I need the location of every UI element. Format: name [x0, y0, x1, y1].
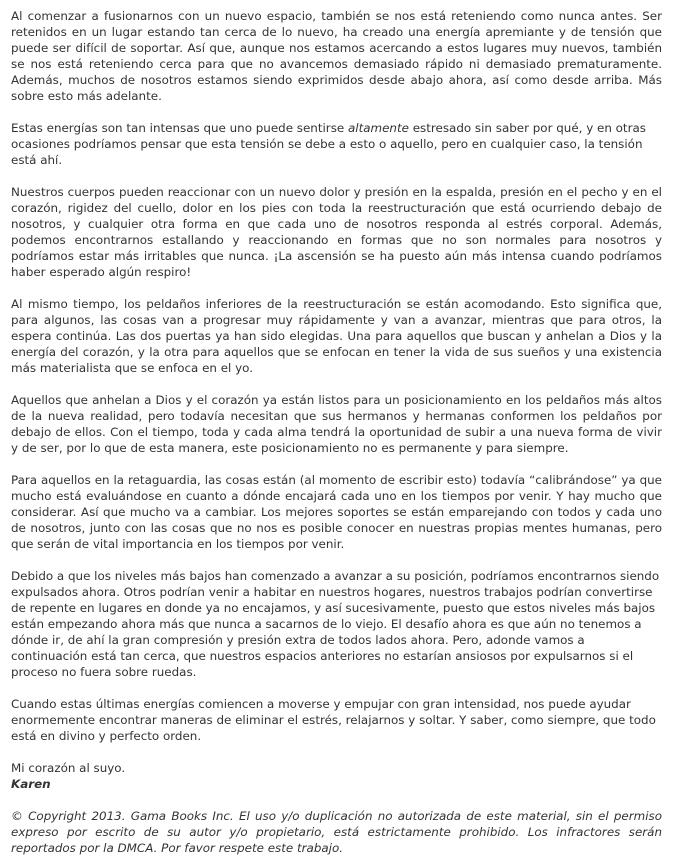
paragraph-6: Para aquellos en la retaguardia, las cosas están (al momento de escribir esto) todavía “calibrándose” ya que mucho está evaluándose en cuanto a dónde encajará cada uno en los tiempos por venir. Y hay mucho que considerar. Así que mucho va a cambiar. Los mejores soportes se están emparejando con todos y cada uno de nosotros, junto con las cosas que no nos es posible conocer en nuestras propias mentes humanas, pero que serán de vital importancia en los tiempos por venir.	[11, 473, 662, 551]
paragraph-2-end: estresado sin saber por qué, y en otras ocasiones podríamos pensar que esta tensión se debe a esto o aquello, pero en cualquier caso, la tensión está ahí.	[11, 121, 646, 167]
emphasis-altamente: altamente	[348, 121, 409, 135]
paragraph-2	[11, 120, 662, 168]
author-name: Karen	[11, 777, 51, 791]
closing-line: Mi corazón al suyo.	[11, 761, 126, 775]
paragraph-1: Al comenzar a fusionarnos con un nuevo espacio, también se nos está reteniendo como nunca antes. Ser retenidos en un lugar estando tan cerca de lo nuevo, ha creado una energía apremiante y de tensión que puede ser difícil de soportar. Así que, aunque nos estamos acercando a estos lugares muy nuevos, también se nos está reteniendo cerca para que no avancemos demasiado rápido ni demasiado prematuramente. Además, muchos de nosotros estamos siendo exprimidos desde abajo ahora, así como desde arriba. Más sobre esto más adelante.	[11, 9, 662, 103]
paragraph-8: Cuando estas últimas energías comiencen a moverse y empujar con gran intensidad, nos puede ayudar enormemente encontrar maneras de eliminar el estrés, relajarnos y soltar. Y saber, como siempre, que todo está en divino y perfecto orden.	[11, 697, 656, 743]
paragraph-4: Al mismo tiempo, los peldaños inferiores de la reestructuración se están acomodando. Esto significa que, para algunos, las cosas van a progresar muy rápidamente y van a avanzar, mientras que para otros, la espera continúa. Las dos puertas ya han sido elegidas. Una para aquellos que buscan y anhelan a Dios y la energía del corazón, y la otra para aquellos que se enfocan en tener la vida de sus sueños y una existencia más materialista que se enfoca en el yo.	[11, 297, 662, 375]
paragraph-2-start: Estas energías son tan intensas que uno puede sentirse	[11, 121, 348, 135]
paragraph-3: Nuestros cuerpos pueden reaccionar con un nuevo dolor y presión en la espalda, presión en el pecho y en el corazón, rigidez del cuello, dolor en los pies con toda la reestructuración que está ocurriendo debajo de nosotros, y cualquier otra forma en que cada uno de nosotros responda al estrés corporal. Además, podemos encontrarnos estallando y reaccionando en formas que no son normales para nosotros y podríamos estar más irritables que nunca. ¡La ascensión se ha puesto aún más intensa cuando podríamos haber esperado algún respiro!	[11, 185, 662, 279]
paragraph-5: Aquellos que anhelan a Dios y el corazón ya están listos para un posicionamiento en los peldaños más altos de la nueva realidad, pero todavía necesitan que sus hermanos y hermanas conformen los peldaños por debajo de ellos. Con el tiempo, toda y cada alma tendrá la oportunidad de subir a una nueva forma de vivir y de ser, por lo que de esta manera, este posicionamiento no es permanente y para siempre.	[11, 393, 662, 455]
copyright-notice: © Copyright 2013. Gama Books Inc. El uso y/o duplicación no autorizada de este material, sin el permiso expreso por escrito de su autor y/o propietario, está estrictamente prohibido. Los infractores serán reportados por la DMCA. Por favor respete este trabajo.	[11, 809, 662, 855]
signoff	[11, 760, 662, 792]
paragraph-7: Debido a que los niveles más bajos han comenzado a avanzar a su posición, podríamos encontrarnos siendo expulsados ahora. Otros podrían venir a habitar en nuestros hogares, nuestros trabajos podrían convertirse de repente en lugares en donde ya no encajamos, y así sucesivamente, puesto que estos niveles más bajos están empezando ahora más que nunca a sacarnos de lo viejo. El desafío ahora es que aún no tenemos a dónde ir, de ahí la gran compresión y presión extra de todos lados ahora. Pero, adonde vamos a continuación está tan cerca, que nuestros espacios anteriores no estarían ansiosos por expulsarnos si el proceso no fuera sobre ruedas.	[11, 569, 660, 679]
